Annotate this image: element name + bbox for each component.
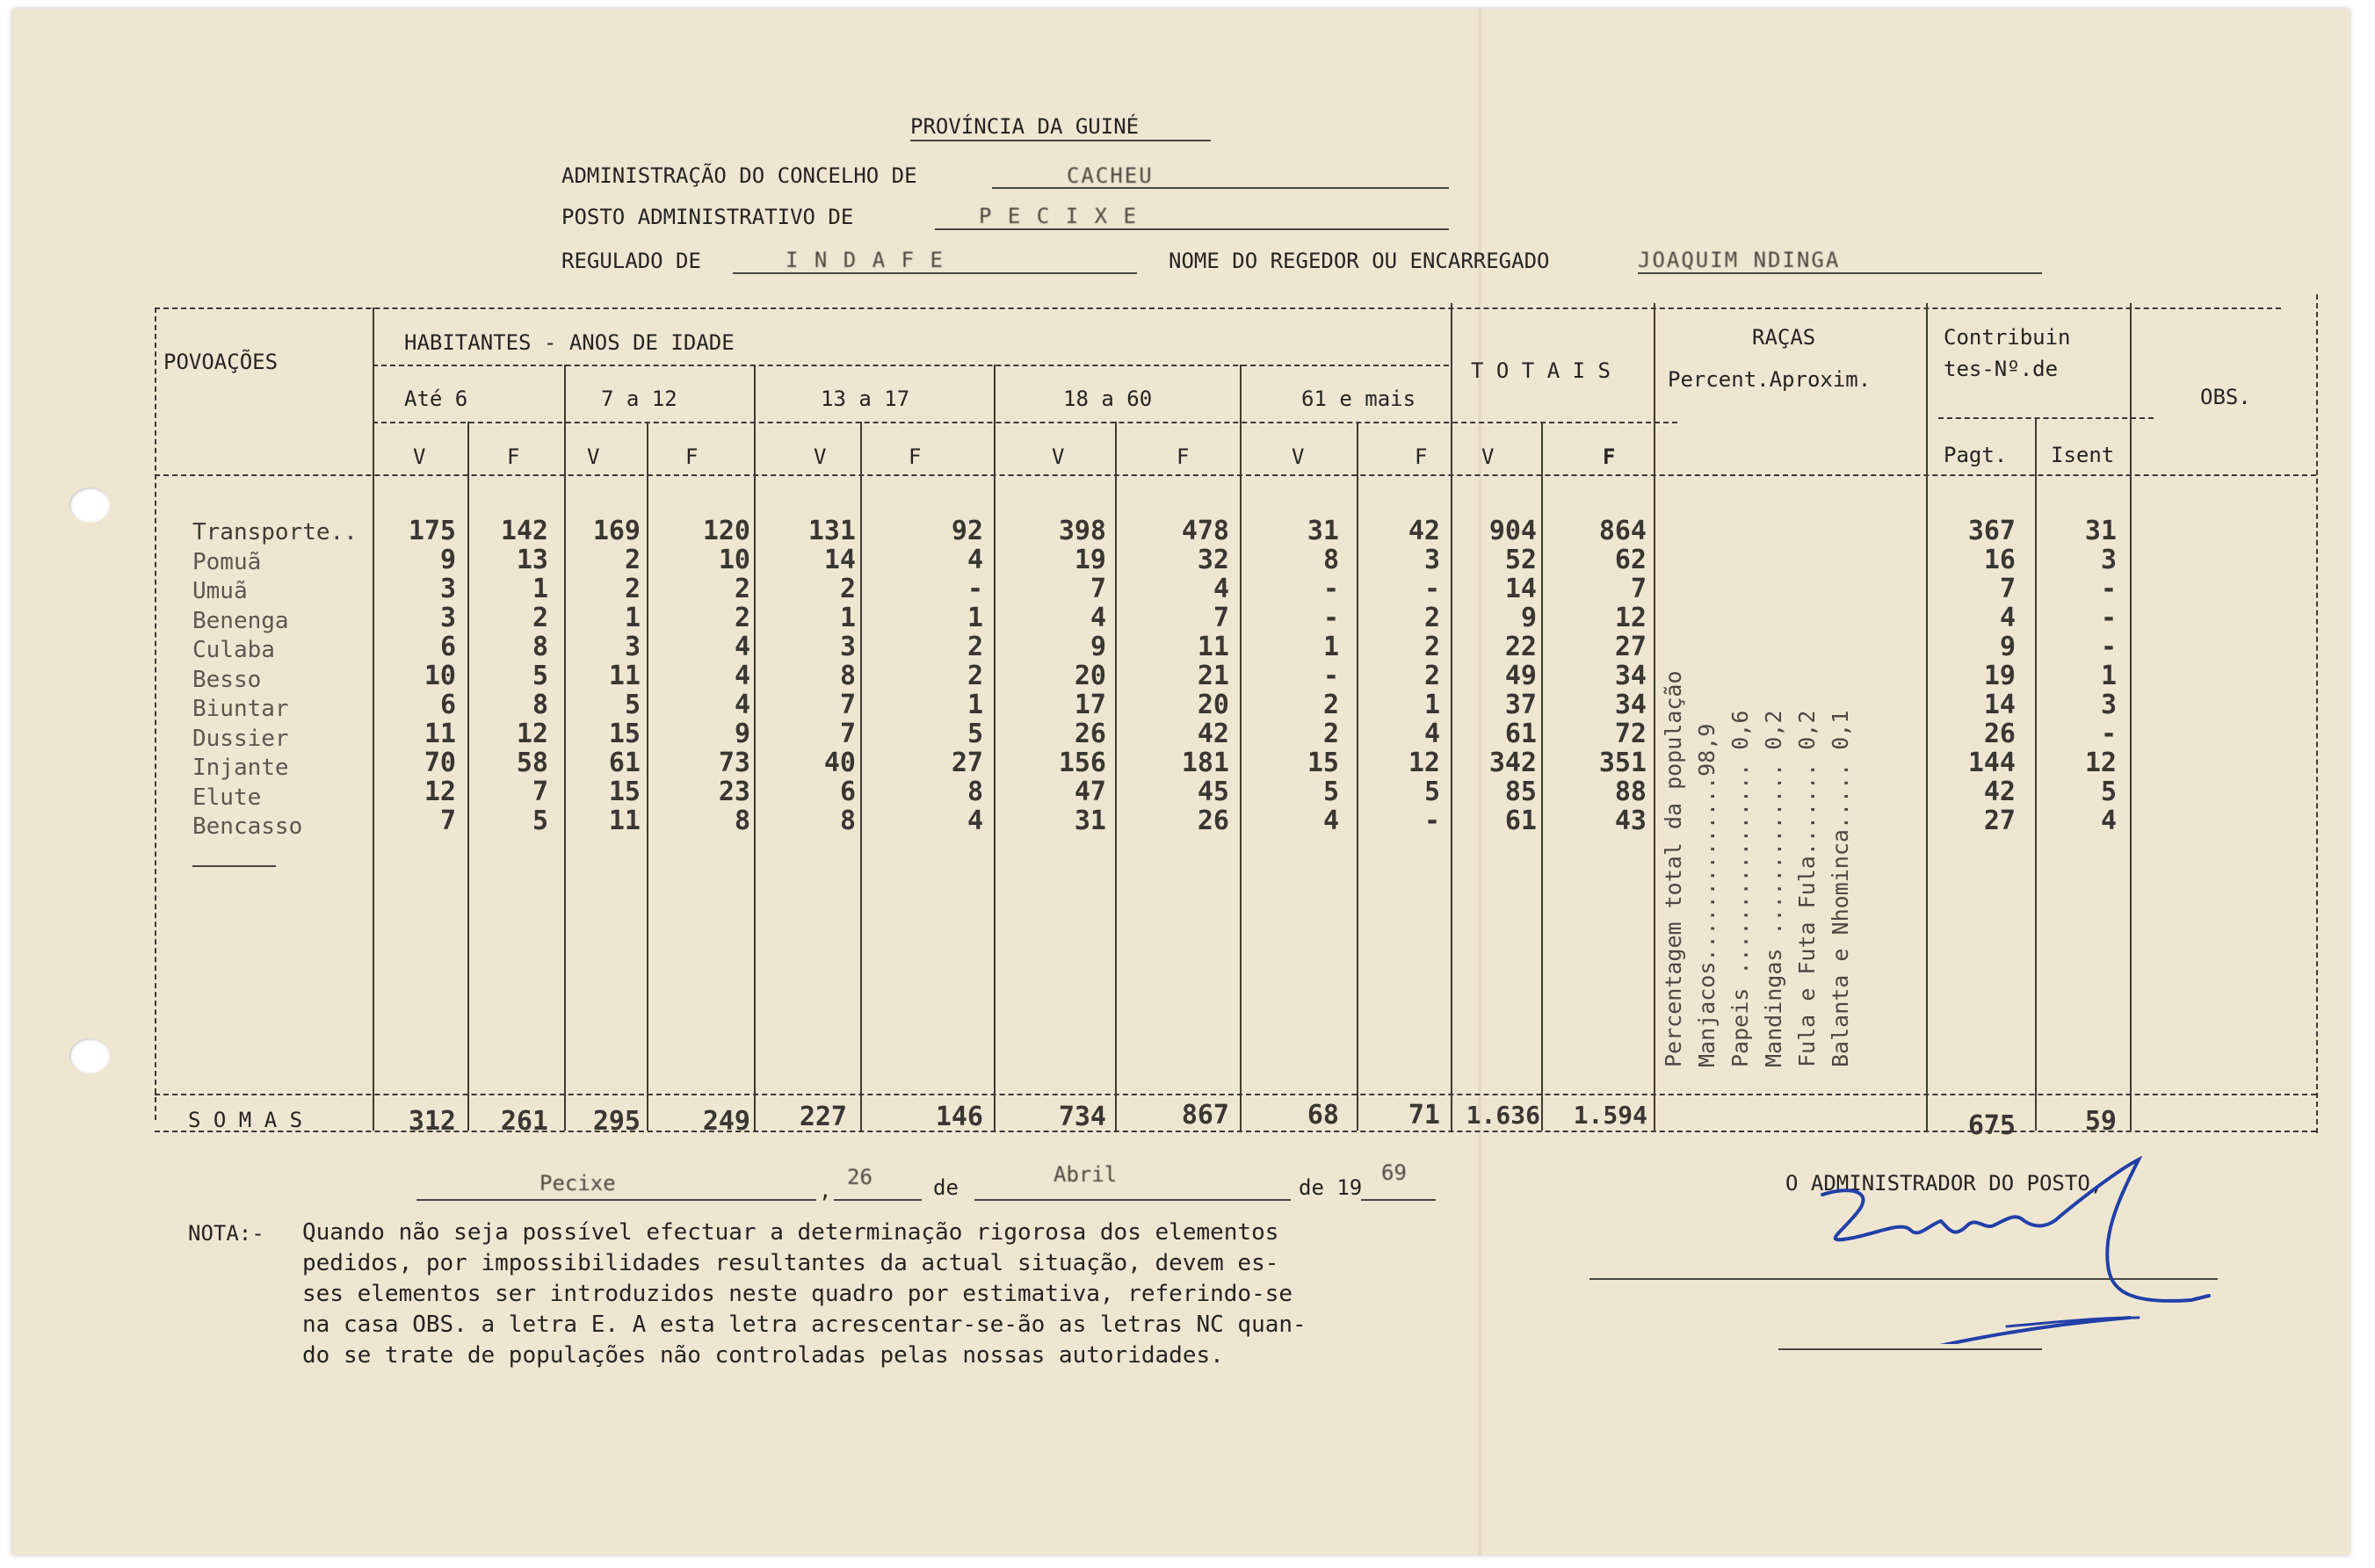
- regulado-value: I N D A F E: [786, 248, 945, 272]
- sex-v-4: V: [1052, 444, 1065, 469]
- povoacao-name: Biuntar: [192, 696, 289, 722]
- racas-sub: Percent.Aproxim.: [1668, 367, 1872, 392]
- title-underline: [910, 140, 1211, 141]
- regedor-line: [1638, 272, 2042, 274]
- nota-line: na casa OBS. a letra E. A esta letra acrescentar-se-ão as letras NC quan-: [302, 1311, 1307, 1338]
- soma-value: 675: [1967, 1110, 2016, 1141]
- province-title: PROVÍNCIA DA GUINÉ: [910, 114, 1140, 139]
- col-7a12-f: 120 10 2 2 4 4 4 9 73 23 8: [702, 516, 750, 836]
- nota-line: Quando não seja possível efectuar a determinação rigorosa dos elementos: [302, 1219, 1279, 1246]
- names-end-rule: [192, 865, 276, 867]
- col-line-12f: [647, 422, 648, 1131]
- soma-value: 1.636: [1466, 1101, 1540, 1130]
- month-value: Abril: [1054, 1162, 1118, 1187]
- somas-top-line: [155, 1094, 2316, 1095]
- somas-label: S O M A S: [188, 1108, 303, 1132]
- header-sex-line: [373, 422, 1677, 423]
- concelho-value: CACHEU: [1067, 163, 1154, 188]
- col-line-61f: [1357, 422, 1358, 1131]
- nota-line: pedidos, por impossibilidades resultantes da actual situação, devem es-: [302, 1250, 1279, 1276]
- racas-line: Balanta e Nhominca..... 0,1: [1828, 710, 1853, 1067]
- col-line-totais: [1451, 303, 1452, 1131]
- table-top-border: [155, 307, 2281, 309]
- soma-value: 68: [1307, 1100, 1339, 1131]
- soma-value: 227: [799, 1102, 847, 1132]
- col-18a60-v: 398 19 7 4 9 20 17 26 156 47 31: [1058, 516, 1106, 836]
- soma-value: 734: [1058, 1102, 1106, 1132]
- day-value: 26: [847, 1165, 873, 1189]
- date-comma: ,: [819, 1178, 832, 1203]
- racas-line: Percentagem total da população: [1661, 670, 1686, 1067]
- month-line: [974, 1199, 1291, 1201]
- racas-line: Mandingas ............. 0,2: [1761, 710, 1786, 1067]
- age-group-5: 61 e mais: [1301, 387, 1416, 411]
- sex-v-tot: V: [1481, 444, 1495, 469]
- header-age-line: [373, 365, 1449, 366]
- sex-v-3: V: [814, 444, 827, 469]
- racas-line: Fula e Futa Fula....... 0,2: [1794, 710, 1820, 1067]
- sex-f-3: F: [909, 444, 922, 469]
- col-ate6-v: 175 9 3 3 6 10 6 11 70 12 7: [408, 516, 456, 836]
- sex-v-2: V: [587, 444, 600, 469]
- year-line: [1361, 1199, 1436, 1201]
- age-group-1: Até 6: [404, 387, 468, 411]
- col-line-17f: [860, 422, 862, 1131]
- soma-value: 1.594: [1573, 1101, 1647, 1130]
- year-value: 69: [1381, 1160, 1407, 1185]
- col-7a12-v: 169 2 2 1 3 11 5 15 61 15 11: [592, 516, 641, 836]
- pagt-header: Pagt.: [1944, 443, 2008, 467]
- age-group-2: 7 a 12: [601, 387, 677, 411]
- de-label-2: de 19: [1299, 1175, 1363, 1200]
- povoacao-name: Culaba: [192, 637, 275, 663]
- col-line-6f: [467, 422, 469, 1131]
- concelho-line: [992, 187, 1449, 189]
- soma-value: 261: [500, 1106, 548, 1137]
- nota-label: NOTA:-: [188, 1221, 264, 1246]
- racas-header: RAÇAS: [1752, 325, 1816, 350]
- povoacao-name: Transporte..: [192, 519, 358, 546]
- posto-line: [935, 228, 1449, 230]
- sex-f-2: F: [685, 444, 699, 469]
- povoacao-name: Injante: [192, 755, 289, 781]
- povoacao-name: Dussier: [192, 725, 289, 752]
- col-line-contrib: [1926, 303, 1928, 1131]
- place-line: [416, 1199, 816, 1201]
- col-61-f: 42 3 - 2 2 2 1 4 12 5 -: [1408, 516, 1440, 836]
- age-group-3: 13 a 17: [821, 387, 910, 411]
- col-pagt: 367 16 7 4 9 19 14 26 144 42 27: [1967, 516, 2016, 836]
- concelho-label: ADMINISTRAÇÃO DO CONCELHO DE: [561, 163, 917, 188]
- soma-value: 249: [702, 1106, 750, 1137]
- isent-header: Isent: [2051, 443, 2115, 467]
- povoacao-name: Bencasso: [192, 813, 303, 840]
- regulado-label: REGULADO DE: [561, 249, 701, 273]
- povoacoes-header: POVOAÇÕES: [163, 350, 279, 374]
- regedor-value: JOAQUIM NDINGA: [1638, 248, 1841, 272]
- regulado-line: [733, 272, 1137, 274]
- soma-value: 59: [2084, 1106, 2117, 1137]
- administrator-signature: [1796, 1142, 2253, 1344]
- povoacao-name: Besso: [192, 666, 262, 693]
- col-line-61: [1240, 365, 1242, 1131]
- punch-hole-bottom: [69, 1038, 110, 1073]
- col-totais-v: 904 52 14 9 22 49 37 61 342 85 61: [1488, 516, 1537, 836]
- col-line-12: [564, 365, 566, 1131]
- col-line-60f: [1115, 422, 1117, 1131]
- place-value: Pecixe: [539, 1171, 616, 1196]
- contrib-header-1: Contribuin: [1944, 325, 2071, 350]
- povoacao-name: Elute: [192, 784, 262, 811]
- sex-f-tot: F: [1603, 444, 1616, 469]
- col-line-totf: [1541, 422, 1543, 1131]
- soma-value: 295: [592, 1106, 641, 1137]
- racas-percentages: [1657, 670, 1857, 1067]
- soma-value: 146: [935, 1102, 983, 1132]
- col-18a60-f: 478 32 4 7 11 21 20 42 181 45 26: [1181, 516, 1229, 836]
- sex-f-4: F: [1177, 444, 1190, 469]
- soma-value: 867: [1181, 1100, 1229, 1131]
- contrib-sub-line: [1938, 417, 2154, 419]
- sex-f-1: F: [507, 444, 520, 469]
- document-sheet: [12, 9, 2350, 1555]
- header-bottom-line: [155, 474, 2316, 476]
- povoacao-name: Umuã: [192, 578, 248, 604]
- habitantes-header: HABITANTES - ANOS DE IDADE: [404, 330, 735, 355]
- day-line: [834, 1199, 922, 1201]
- nota-text: [302, 1218, 1307, 1371]
- posto-label: POSTO ADMINISTRATIVO DE: [561, 205, 854, 229]
- col-13a17-f: 92 4 - 1 2 2 1 5 27 8 4: [951, 516, 983, 836]
- soma-value: 312: [408, 1106, 456, 1137]
- signature-line-2: [1778, 1348, 2042, 1350]
- col-line-17: [754, 365, 756, 1131]
- table-right-border: [2316, 294, 2318, 1133]
- regedor-label: NOME DO REGEDOR OU ENCARREGADO: [1169, 249, 1550, 273]
- nota-line: ses elementos ser introduzidos neste quadro por estimativa, referindo-se: [302, 1281, 1293, 1307]
- col-13a17-v: 131 14 2 1 3 8 7 7 40 6 8: [807, 516, 856, 836]
- col-ate6-f: 142 13 1 2 8 5 8 12 58 7 5: [500, 516, 548, 836]
- racas-line: Manjacos..............98,9: [1694, 723, 1720, 1067]
- col-totais-f: 864 62 7 12 27 34 34 72 351 88 43: [1598, 516, 1647, 836]
- table-left-border: [155, 307, 156, 1120]
- posto-value: P E C I X E: [979, 204, 1138, 228]
- col-line-60: [994, 365, 996, 1131]
- col-line-racas: [1654, 303, 1655, 1131]
- povoacoes-list: [192, 518, 358, 842]
- col-line-isent: [2035, 417, 2037, 1131]
- sex-v-1: V: [413, 444, 426, 469]
- racas-line: Papeis ................ 0,6: [1727, 710, 1753, 1067]
- col-isent: 31 3 - - - 1 3 - 12 5 4: [2084, 516, 2117, 836]
- soma-value: 71: [1408, 1100, 1440, 1131]
- col-61-v: 31 8 - - 1 - 2 2 15 5 4: [1307, 516, 1339, 836]
- col-line-povoacoes: [373, 307, 374, 1131]
- admin-label: O ADMINISTRADOR DO POSTO,: [1785, 1171, 2103, 1196]
- age-group-4: 18 a 60: [1063, 387, 1153, 411]
- col-line-obs: [2130, 303, 2132, 1131]
- contrib-header-2: tes-Nº.de: [1944, 357, 2059, 381]
- obs-header: OBS.: [2200, 385, 2251, 409]
- sex-v-5: V: [1292, 444, 1305, 469]
- totais-header: T O T A I S: [1471, 358, 1611, 383]
- nota-line: do se trate de populações não controladas pelas nossas autoridades.: [302, 1342, 1224, 1369]
- povoacao-name: Pomuã: [192, 548, 262, 575]
- punch-hole-top: [69, 488, 110, 523]
- povoacao-name: Benenga: [192, 607, 289, 634]
- de-label-1: de: [933, 1175, 959, 1200]
- sex-f-5: F: [1415, 444, 1428, 469]
